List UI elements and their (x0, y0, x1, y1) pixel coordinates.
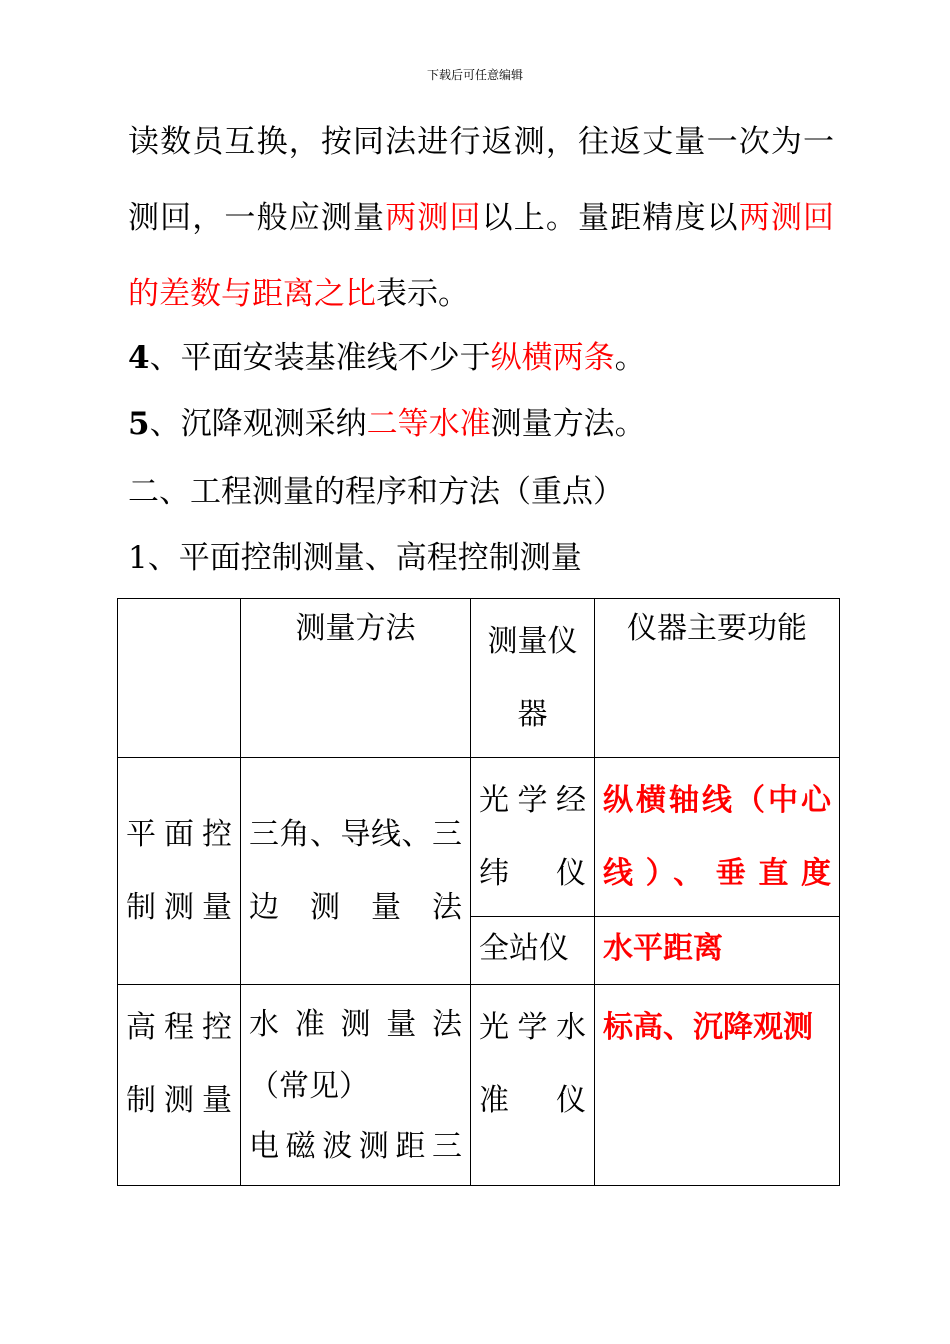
table-row-plane (118, 758, 840, 917)
cell-level-instrument: 光学水准仪 (471, 985, 595, 1186)
paragraph-distance-measurement (128, 104, 834, 332)
highlight-two-rounds-2: 两测回 (738, 200, 835, 236)
para-line-3: 的差数与距离之比表示。 (128, 276, 469, 312)
header-method: 测量方法 (241, 599, 471, 758)
page-header: 下载后可任意编辑 (426, 68, 523, 82)
cell-elevation-method: 水准测量法 （常见） 电磁波测距三 (241, 985, 471, 1186)
table-header-row (118, 599, 840, 758)
header-function: 仪器主要功能 (595, 599, 840, 758)
subsection-heading: 1、平面控制测量、高程控制测量 (128, 540, 582, 576)
survey-table (117, 598, 840, 1186)
header-cell-empty (118, 599, 241, 758)
cell-theodolite-function: 纵横轴线（中心线）、垂直度 (595, 758, 840, 917)
highlight-ratio: 的差数与距离之比 (128, 276, 376, 312)
highlight-two-rounds: 两测回 (385, 200, 482, 236)
highlight-two-lines: 纵横两条 (490, 340, 615, 376)
cell-elevation-control-type: 高程控制测量 (118, 985, 241, 1186)
item-4: 4、平面安装基准线不少于纵横两条。 (128, 340, 646, 376)
highlight-second-class-leveling: 二等水准 (366, 406, 491, 442)
header-instrument: 测量仪器 (471, 599, 595, 758)
item-5: 5、沉降观测采纳二等水准测量方法。 (128, 406, 646, 442)
cell-level-function: 标高、沉降观测 (595, 985, 840, 1186)
para-line-1: 读数员互换，按同法进行返测，往返丈量一次为一 (128, 124, 834, 160)
table-row-elevation (118, 985, 840, 1186)
cell-plane-method: 三角、导线、三边测量法 (241, 758, 471, 985)
cell-total-station-function: 水平距离 (595, 917, 840, 985)
cell-total-station: 全站仪 (471, 917, 595, 985)
cell-plane-control-type: 平面控制测量 (118, 758, 241, 985)
section-heading: 二、工程测量的程序和方法（重点） (128, 474, 624, 510)
para-line-2: 测回，一般应测量两测回以上。量距精度以两测回 (128, 200, 835, 236)
cell-theodolite: 光学经纬仪 (471, 758, 595, 917)
